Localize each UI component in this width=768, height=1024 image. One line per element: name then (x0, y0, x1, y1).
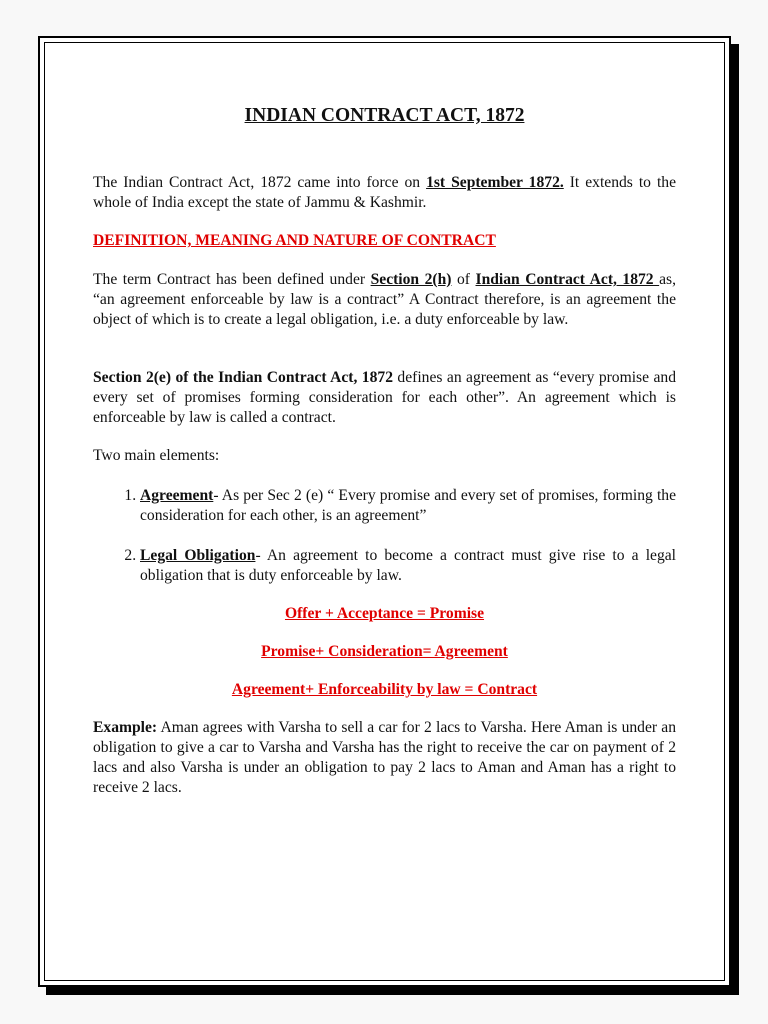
list-item (140, 546, 676, 586)
example-paragraph (93, 718, 676, 798)
formula-agreement: Promise+ Consideration= Agreement (261, 643, 508, 660)
section-2e-text: defines an agreement as “every promise and every set of promises forming consideration for each other”. An agreement which is enforceable by law is called a contract. (93, 369, 676, 426)
intro-paragraph (93, 173, 676, 213)
section-2e-paragraph (93, 368, 676, 428)
definition-act: Indian Contract Act, 1872 (475, 271, 660, 288)
document-body (93, 104, 676, 798)
intro-date: 1st September 1872. (426, 174, 564, 191)
section-heading: DEFINITION, MEANING AND NATURE OF CONTRACT (93, 232, 496, 249)
formula-contract: Agreement+ Enforceability by law = Contract (231, 681, 538, 698)
example-text: Aman agrees with Varsha to sell a car for 2 lacs to Varsha. Here Aman is under an obligation to give a car to Varsha and Varsha has the right to receive the car on payment of 2 lacs and also Varsha is under an obligation to pay 2 lacs to Aman and Aman has a right to receive 2 lacs. (93, 719, 676, 796)
elements-list (93, 486, 676, 586)
intro-text-1: The Indian Contract Act, 1872 came into force on (93, 174, 427, 191)
definition-section: Section 2(h) (370, 271, 452, 288)
intro-text-2: It extends to the whole of India except the state of Jammu & Kashmir. (93, 174, 677, 211)
definition-paragraph (93, 270, 676, 330)
section-2e-bold: Section 2(e) of the Indian Contract Act, 1872 (93, 369, 393, 386)
list-item (140, 486, 676, 526)
definition-text-1: The term Contract has been defined under (93, 271, 371, 288)
elements-intro: Two main elements: (93, 447, 220, 464)
definition-text-3: as, “an agreement enforceable by law is a contract” A Contract therefore, is an agreement the object of which is to create a legal obligation, i.e. a duty enforceable by law. (93, 271, 677, 328)
element-term: Legal Obligation (140, 547, 256, 564)
element-text: - As per Sec 2 (e) “ Every promise and every set of promises, forming the consideration for each other, is an agreement” (140, 487, 676, 524)
page-title: INDIAN CONTRACT ACT, 1872 (244, 105, 525, 126)
formula-promise: Offer + Acceptance = Promise (284, 605, 485, 622)
element-term: Agreement (140, 487, 214, 504)
definition-text-2: of (451, 271, 476, 288)
example-label: Example: (93, 719, 158, 736)
element-text: - An agreement to become a contract must give rise to a legal obligation that is duty enforceable by law. (140, 547, 677, 584)
